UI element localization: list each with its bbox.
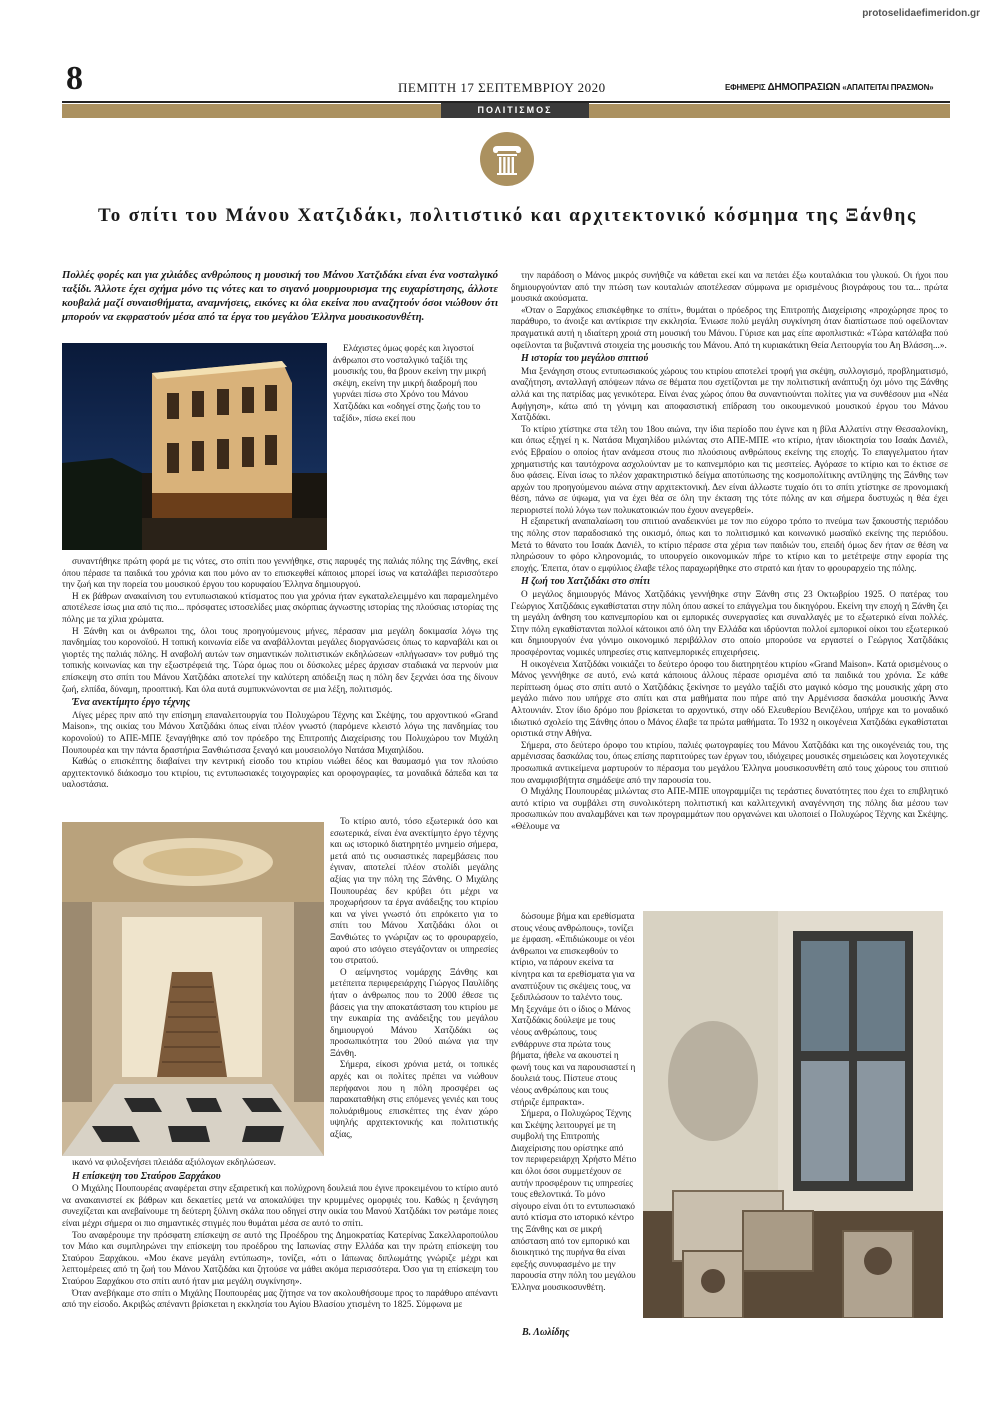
col1-text-beside-photo [333, 343, 498, 556]
paragraph: Σήμερα, είκοσι χρόνια μετά, οι τοπικές αρχές και οι πολίτες πρέπει να νιώθουν περήφανοι που η πόλη προσφέρει ως παρακαταθήκη στις επόμενες γενιές και τους πολυάριθμους επισκέπτες της έναν χώρο υψηλής αρχιτεκτονικής και πολιτιστικής αξίας, [330, 1059, 498, 1140]
paragraph: Όταν ανεβήκαμε στο σπίτι ο Μιχάλης Πουπουρέας μας ζήτησε να τον ακολουθήσουμε προς το παράθυρο απέναντι από την είσοδο. Ακριβώς απέναντι βρίσκεται η εκκλησία του Αγίου Βλασίου χτισμένη το 1825. Σύμφωνα με [62, 1287, 498, 1310]
building-interior-photo [62, 822, 324, 1156]
exhibition-room-photo [643, 911, 943, 1318]
paragraph: Ο Μιχάλης Πουπουρέας μιλώντας στο ΑΠΕ-ΜΠΕ υπογραμμίζει τις τεράστιες δυνατότητες που έχει το επιβλητικό αυτό κτίριο να συμβάλει στη συνολικότερη πολιτιστική και καλλιτεχνική αναγέννηση της πόλης δια μέσου των προσωπικών που αναλαμβάνει και των προγραμμάτων που οργανώνει και υλοποιεί ο Πολυχώρος Τέχνης και Σκέψης. «Θέλουμε να [511, 786, 948, 831]
subheading: Η ζωή του Χατζιδάκι στο σπίτι [521, 576, 650, 588]
paragraph: Η εκ βάθρων ανακαίνιση του εντυπωσιακού κτίσματος που για χρόνια ήταν εγκαταλελειμμένο και παραμελημένο αποτέλεσε ίσως μια από τις πιο... πρόσφατες ιστοσελίδες μιας σκόρπιας άγνωστης ιστορίας της πλούσιας ιστορίας της πόλης με τα χίλια χρώματα. [62, 590, 498, 624]
col1-text-block [62, 556, 498, 816]
paragraph: συναντήθηκε πρώτη φορά με τις νότες, στο σπίτι που γεννήθηκε, στις παρυφές της παλιάς πόλης της Ξάνθης, εκεί όπου πέρασε τα παιδικά του χρόνια και που μόνο αν το επισκεφθεί κάποιος μπορεί ίσως να καταλάβει περισσότερο την ζωή και την πορεία του μουσικού έργου του κορυφαίου Έλληνα δημιουργού. [62, 556, 498, 590]
section-label: ΠΟΛΙΤΙΣΜΟΣ [441, 103, 589, 118]
paragraph: Ο μεγάλος δημιουργός Μάνος Χατζιδάκις γεννήθηκε στην Ξάνθη στις 23 Οκτωβρίου 1925. Ο πατέρας του Γεώργιος Χατζιδάκις εγκαθίσταται στην πόλη όπου ασκεί το επάγγελμα του δικηγόρου. Εκείνη την εποχή η Ξάνθη ζει τη μεγάλη άνθηση του καπνεμπορίου και οι εμπορικές συνεργασίες και συναλλαγές με το εξωτερικό είναι πολλές. Στην πόλη εγκαθίστανται πολλοί κάτοικοι από όλη την Ελλάδα και ιδρύονται πολλοί εμπορικοί οίκοι του εξωτερικού και δημιουργούν ένα γόνιμο οικονομικό περιβάλλον στο οποίο μπορούσε να εργαστεί ο Γεώργιος Χατζιδάκις προσφέροντας νομικές υπηρεσίες στις καπνεμπορικές επιχειρήσεις. [511, 589, 948, 657]
article-lead: Πολλές φορές και για χιλιάδες ανθρώπους η μουσική του Μάνου Χατζιδάκι είναι ένα νοσταλγικό ταξίδι. Άλλοτε έχει σχήμα μόνο τις νότες και το σιγανό μουρμουρισμα της ευχαρίστησης, άλλοτε κουβαλά μαζί συναισθήματα, αναμνήσεις, εικόνες κι όλα εκείνα που αναζητούν όσοι νιώθουν ότι μπορούν να εκφραστούν μέσα από τα έργα του μεγάλου Έλληνα μουσικοσυνθέτη. [62, 269, 498, 323]
paragraph: Σήμερα, ο Πολυχώρος Τέχνης και Σκέψης λειτουργεί με τη συμβολή της Επιτροπής Διαχείρισης που ορίστηκε από τον περιφερειάρχη Χρήστο Μέτιο και όλοι όσοι συμμετέχουν σε αυτήν προσφέρουν τις υπηρεσίες τους εθελοντικά. Το μόνο σίγουρο είναι ότι το εντυπωσιακό αυτό κτίσμα στο ιστορικό κέντρο της Ξάνθης και σε μικρή απόσταση από τον εμπορικό και διοικητικό της πυρήνα θα είναι εφεξής συνυφασμένο με την παρουσία στην πόλη του μεγάλου Έλληνα μουσικοσυνθέτη. [511, 1108, 637, 1292]
paragraph: Το κτίριο χτίστηκε στα τέλη του 18ου αιώνα, την ίδια περίοδο που έγινε και η βίλα Αλλατίνι στην Θεσσαλονίκη, και όπως εξηγεί η κ. Νατάσα Μιχαηλίδου μιλώντας στο ΑΠΕ-ΜΠΕ «το κτίριο, ήταν ιδιοκτησία του Ισαάκ Δανιέλ, ενός Εβραίου ο οποίος ήταν ανάμεσα στους πιο πλούσιους ανθρώπους εκείνης της εποχής. Το επαγγελματου ήταν χρηματιστής και ταυτόχρονα ασχολούνταν με το καπνεμπόριο και τις μεσιτείες. Αγόρασε το κτίριο και το έκτισε σε δυο φάσεις. Είναι ίσως το πλέον χαρακτηριστικό δείγμα αποτύπωσης της κοσμοπολίτικης αντίληψης της Ξάνθης των αρχών του προηγούμενου αιώνα στην αρχιτεκτονική. Δεν είναι άλλωστε τυχαίο ότι το σπίτι χτίστηκε σε προνομιακή θέση, πάνω σε ύψωμα, για να έχει θέα σε όλη την έκταση της τότε πόλης αν και σήμερα δυστυχώς η θέα έχει περιοριστεί πολύ λόγω των πολυκατοικιών που έχουν ανεγερθεί». [511, 423, 948, 515]
paper-title: ΔΗΜΟΠΡΑΣΙΩΝ [767, 82, 841, 93]
col1-text-bottom [62, 1157, 498, 1347]
paragraph: Ελάχιστες όμως φορές και λιγοστοί άνθρωποι στο νοσταλγικό ταξίδι της μουσικής του, θα βρουν εκείνη την μικρή σκέψη, εκείνη την μικρή διαδρομή που γυρνάει πίσω στο Χρόνο του Μάνου Χατζιδάκι και «οδηγεί στης ζωής του το ταξίδι», πίσω εκεί που [333, 343, 487, 423]
subheading: Η ιστορία του μεγάλου σπιτιού [521, 353, 649, 365]
column-capital-icon [480, 132, 534, 186]
building-exterior-photo [62, 343, 327, 550]
paragraph: Η εξαιρετική αναπαλαίωση του σπιτιού αναδεικνύει με τον πιο εύχορο τρόπο το πνεύμα των ξακουστής περιόδου της πόλης στον παραδοσιακό της οικισμό, όπως και το πολιτισμικό και κοινωνικό μωσαϊκό εκείνης της περιόδου. Μετά το θάνατο του Ισαάκ Δανιέλ, το κτίριο πέρασε στα χέρια των παιδιών του, επειδή όμως δεν ήταν σε θέση να πληρώσουν το φόρο κληρονομιάς, το υπουργείο οικονομικών πήρε το κτίριο και το μετέτρεψε στην εφορία της εποχής. Έπειτα, όταν ο εμφύλιος έλαβε τέλος παραχωρήθηκε στο στρατό και ήταν το φρουραρχείο της πόλης. [511, 516, 948, 573]
page-number: 8 [66, 60, 83, 97]
paragraph: Του αναφέρουμε την πρόσφατη επίσκεψη σε αυτό της Προέδρου της Δημοκρατίας Κατερίνας Σακελλαροπούλου τον Μάιο και συμπληρώνει την επίσκεψη του προέδρου της Ιαπωνίας στην Ελλάδα και την πρώτη επίσκεψη του Σταύρου Ξαρχάκου. «Μου έκανε μεγάλη εντύπωση», τονίζει, «ότι ο Ιάπωνας διπλωμάτης γνώριζε μέχρι και λεπτομέρειες από τη ζωή του Μάνου Χατζιδάκι και ζητούσε να μάθει ακόμα περισσότερα. Όσο για τη επίσκεψη του Σταύρου Ξαρχάκου στο σπίτι αυτό ήταν μια μεγάλη συγκίνηση». [62, 1229, 498, 1286]
paragraph: την παράδοση ο Μάνος μικρός συνήθιζε να κάθεται εκεί και να πετάει έξω κουταλάκια του γλυκού. Οι ήχοι που δημιουργούνταν από την πτώση των κουταλιών αποτέλεσαν σύμφωνα με ορισμένους βιογράφους του τα... πρώτα μουσικά ακούσματα. [511, 270, 948, 304]
paragraph: δώσουμε βήμα και ερεθίσματα στους νέους ανθρώπους», τονίζει με έμφαση. «Επιδιώκουμε οι νέοι άνθρωποι να επισκεφθούν το κτίριο, να πάρουν εκείνα τα κίνητρα και τα ερεθίσματα για να αναπτύξουν τις σκέψεις τους, να ξεδιπλώσουν το ταλέντο τους. Μη ξεχνάμε ότι ο ίδιος ο Μάνος Χατζιδάκις δούλεψε με τους νέους ανθρώπους, τους ενθάρρυνε στα πρώτα τους βήματα, ήθελε να ακουστεί η φωνή τους και να παρουσιαστεί η δουλειά τους. Πίστευε στους νέους ανθρώπους και τους στήριζε έμπρακτα». [511, 911, 636, 1107]
col2-text-beside-photo [511, 911, 637, 1323]
paragraph: Μια ξενάγηση στους εντυπωσιακούς χώρους του κτιρίου αποτελεί τροφή για σκέψη, συλλογισμό, προβληματισμό, αναζήτηση, ανταλλαγή απόψεων πάνω σε θέματα που σχετίζονται με την πολιτιστική ανάπτυξη όχι μόνο της Ξάνθης αλλά και της πατρίδας μας γενικότερα. Είναι ένας χώρος όπου θα συναντιούνται πολίτες για να συνθέσουν μια «Νέα Αφήγηση», κάτω από τη γόνιμη και αποφασιστική επίδραση του οικουμενικού μουσικού έργου του Μάνου Χατζιδάκι. [511, 365, 948, 423]
paragraph: Ο αείμνηστος νομάρχης Ξάνθης και μετέπειτα περιφερειάρχης Γιώργος Παυλίδης ήταν ο άνθρωπος που το 2000 έθεσε τις βάσεις για την αποκατάσταση του κτιρίου με την ευκαιρία της ανάδειξης του μεγάλου δημιουργού Μάνου Χατζιδάκι ως προσωπικότητα του 20ού αιώνα για την Ξάνθη. [330, 966, 498, 1058]
paragraph: Λίγες μέρες πριν από την επίσημη επαναλειτουργία του Πολυχώρου Τέχνης και Σκέψης, του αρχοντικού «Grand Maison», της οικίας του Μάνου Χατζιδάκι όπως είναι πλέον γνωστό (παρόμενε κλειστό λόγω της πανδημίας του κορονοϊού) το ΑΠΕ-ΜΠΕ ξεναγήθηκε από τον πρόεδρο της Επιτροπής Διαχείρισης του Πολυχώρου τον Μιχάλη Πουπουρέα και την πάντα δραστήρια Ξανθιώτισσα ξεναγό και μουσειολόγο Νατάσα Μιχαηλίδου. [62, 709, 498, 755]
paragraph: Το κτίριο αυτό, τόσο εξωτερικά όσο και εσωτερικά, είναι ένα ανεκτίμητο έργο τέχνης και ως ιστορικό διατηρητέο μνημείο σήμερα, μετά από τις ουσιαστικές παρεμβάσεις που έγιναν, αποτελεί πλέον στολίδι μεγάλης αξίας για την πόλη της Ξάνθης. Ο Μιχάλης Πουπουρέας δεν κρύβει ότι μέχρι να προχωρήσουν τα έργα ανάδειξης του κτιρίου και να γίνει γνωστό ότι επρόκειτο για το σπίτι του Μάνου Χατζιδάκι όλοι οι Ξανθιώτες το γνώριζαν ως το φρουραρχείο, αφού στο ισόγειο στεγάζονταν οι υπηρεσίες του στρατού. [330, 816, 498, 966]
article-title: Το σπίτι του Μάνου Χατζιδάκι, πολιτιστικό και αρχιτεκτονικό κόσμημα της Ξάνθης [98, 205, 917, 226]
subheading: Ένα ανεκτίμητο έργο τέχνης [72, 697, 191, 709]
paragraph: Καθώς ο επισκέπτης διαβαίνει την κεντρική είσοδο του κτιρίου νιώθει δέος και θαυμασμό για τον πλούσιο αρχιτεκτονικό διάκοσμο του κτιρίου, τις εντυπωσιακές τοιχογραφίες και οροφογραφίες, τα μοναδικά δάπεδα και τα υαλοστάσια. [62, 756, 498, 790]
paper-suffix: ΑΠΑΙΤΕΙΤΑΙ ΠΡΑΣΜΟΝ [846, 83, 930, 92]
col2-text-block [511, 270, 948, 910]
col1-text-beside-interior [330, 816, 498, 1156]
issue-date: ΠΕΜΠΤΗ 17 ΣΕΠΤΕΜΒΡΙΟΥ 2020 [398, 80, 606, 95]
subheading: Η επίσκεψη του Σταύρου Ξαρχάκου [72, 1170, 221, 1182]
paragraph: Σήμερα, στο δεύτερο όροφο του κτιρίου, παλιές φωτογραφίες του Μάνου Χατζιδάκι και της οικογένειάς του, της αρμένισσας δασκάλας του, όπως επίσης παρτιτούρες των έργων του, ιδιόχειρες μουσικές σημειώσεις και λογοτεχνικές προσωπικά αντικείμενα μαρτυρούν το πέρασμα του μεγάλου Έλληνα μουσικοσυνθέτη από τους χώρους του σπιτιού που αναμφισβήτητα σημάδεψε από την παρουσία του. [511, 739, 948, 785]
paper-prefix: ΕΦΗΜΕΡΙΣ [725, 83, 766, 92]
paragraph: Η οικογένεια Χατζιδάκι νοικιάζει το δεύτερο όροφο του διατηρητέου κτιρίου «Grand Maison». Κατά ορισμένους ο Μάνος γεννήθηκε σε αυτό, ενώ κατά κάποιους άλλους πέρασε ορισμένα από τα παιδικά του χρόνια. Σε κάθε περίπτωση όμως στο σπίτι αυτό ο Χατζιδάκις ξεκίνησε το μεγάλο ταξίδι στο μαγικό κόσμο της μουσικής χάρη στο μεγάλο πιάνο που υπήρχε στο σπίτι και στα μαθήματα που πήρε από την Αρμένισσα δασκάλα μουσικής Άννα Αλτουνιάν. Στον ίδιο δρόμο που βρίσκεται το αρχοντικό, στην οδό Ελευθερίου Βενιζέλου, υπήρχε και το μοναδικό ιδιωτικό σχολείο της Ξάνθης όπου ο Μάνος έλαβε τα πρώτα μαθήματα. Το 1932 η οικογένεια Χατζιδάκι εγκαθίσταται οριστικά στην Αθήνα. [511, 658, 948, 739]
author-signature: Β. Λωλίδης [522, 1327, 570, 1338]
site-watermark: protoselidaefimeridon.gr [862, 8, 980, 19]
paragraph: Ο Μιχάλης Πουπουρέας αναφέρεται στην εξαιρετική και πολύχρονη δουλειά που έγινε προκειμένου το κτίριο αυτό να ανακαινιστεί εκ βάθρων και δεκαετίες μετά να αποκαλύψει την κρυμμένες ομορφιές του. Καθώς η ξενάγηση συνεχίζεται και ανεβαίνουμε τη δεύτερη ξύλινη σκάλα που οδηγεί στην οικία του Μανού Χατζιδάκι τον ρωτάμε ποιες είναι μέχρι σήμερα οι πιο σημαντικές στιγμές που θυμάται μέσα σε αυτό το σπίτι. [62, 1183, 498, 1228]
newspaper-name: ΕΦΗΜΕΡΙΣ ΔΗΜΟΠΡΑΣΙΩΝ «ΑΠΑΙΤΕΙΤΑΙ ΠΡΑΣΜΟΝ» [725, 82, 934, 93]
paragraph: Η Ξάνθη και οι άνθρωποι της, όλοι τους προηγούμενους μήνες, πέρασαν μια μεγάλη δοκιμασία λόγω της πανδημίας του κορονοϊού. Η τοπική κοινωνία είδε να αναβάλλονται μεγάλες διοργανώσεις όπως το καρναβάλι και οι γιορτές της παλιάς πόλης. Η αναβολή αυτών των σημαντικών πολιτιστικών εκδηλώσεων «πλήγωσαν» τον ρυθμό της τοπικής κοινωνίας και την εξωστρέφειά της. Τώρα όμως που οι δύσκολες μέρες άρχισαν σταδιακά να περνούν μια επίσκεψη στο σπίτι του Μάνου Χατζιδάκι αποτελεί την καλύτερη απόδειξη πως η πόλη δεν ξεχνάει όσα της δίνουν ζωή, ελπίδα, δύναμη, προοπτική. Και όλα αυτά συμπυκνώνονται σε μια λέξη, πολιτισμός. [62, 625, 498, 694]
paragraph: ικανό να φιλοξενήσει πλειάδα αξιόλογων εκδηλώσεων. [72, 1157, 276, 1167]
paragraph: «Όταν ο Ξαρχάκος επισκέφθηκε το σπίτι», θυμάται ο πρόεδρος της Επιτροπής Διαχείρισης «προχώρησε προς το παράθυρο, το άνοιξε και αντίκρισε την εκκλησία. Ένιωσε πολύ μεγάλη συγκίνηση όταν διαπίστωσε πού οφείλονταν πραγματικά αυτή η ιδιαίτερη χροιά στη μουσική του Μάνου. Γύρισε και μας είπε αφοπλιστικά: «Τώρα κατάλαβα πού οφείλονται τα βυζαντινά στοιχεία της μουσικής του Μάνου. Από τη κυριακάτικη Θεία Λειτουργία του Αη Βλάσση...». [511, 304, 948, 350]
